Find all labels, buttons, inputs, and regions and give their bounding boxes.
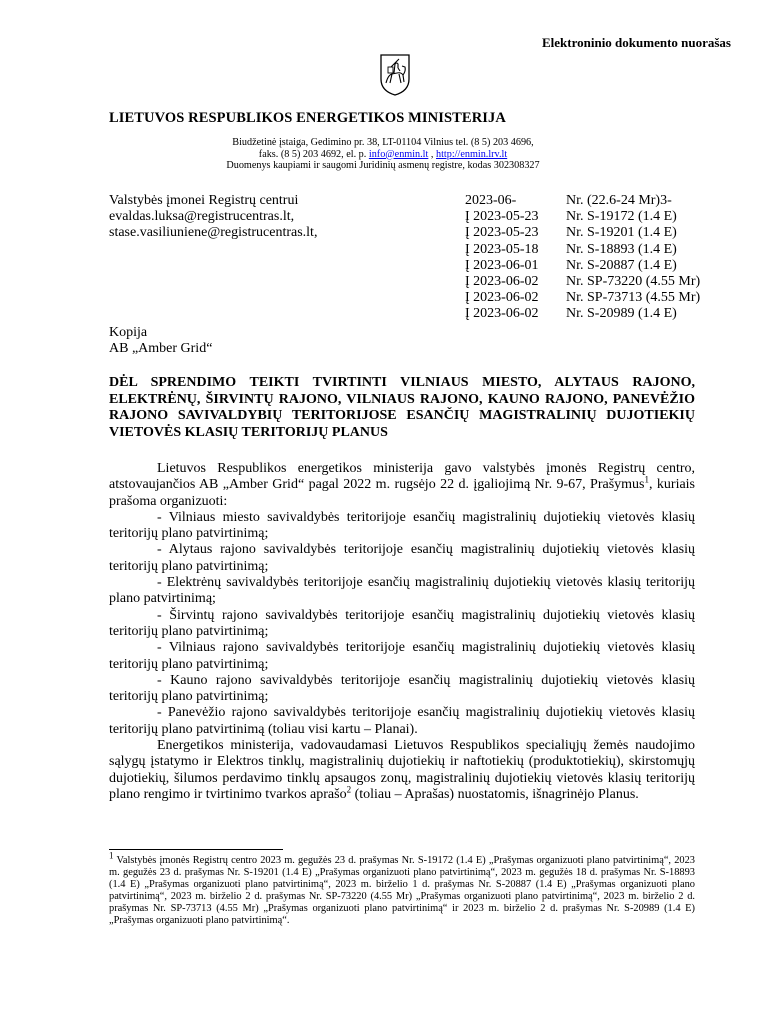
list-item: - Vilniaus rajono savivaldybės teritorijoje esančių magistralinių dujotiekių vietovės klasių teritorijų plano patvirtinimą;: [109, 640, 695, 672]
list-item: - Vilniaus miesto savivaldybės teritorijoje esančių magistralinių dujotiekių vietovės klasių teritorijų plano patvirtinimą;: [109, 509, 695, 542]
email-link[interactable]: info@enmin.lt: [368, 148, 429, 160]
ministry-name: LIETUVOS RESPUBLIKOS ENERGETIKOS MINISTERIJA: [109, 110, 506, 126]
lithuanian-coat-of-arms-icon: [379, 53, 411, 97]
copy-label: Kopija: [109, 325, 148, 340]
reference-row: Į 2023-06-02 Nr. SP-73220 (4.55 Mr): [465, 274, 701, 290]
website-link[interactable]: http://enmin.lrv.lt: [435, 148, 508, 160]
list-item: - Alytaus rajono savivaldybės teritorijoje esančių magistralinių dujotiekių vietovės klasių teritorijų plano patvirtinimą;: [109, 542, 695, 574]
recipient-email-2: stase.vasiliuniene@registrucentras.lt,: [109, 225, 318, 241]
address-line-2: faks. (8 5) 203 4692, el. p. info@enmin.lt , http://enmin.lrv.lt: [258, 148, 508, 160]
footnote-ref: 1: [644, 474, 649, 485]
footnote-divider: [109, 849, 283, 850]
reference-row: Į 2023-05-23 Nr. S-19172 (1.4 E): [465, 209, 677, 225]
footnote: [109, 850, 695, 928]
recipient-block: [109, 193, 317, 242]
reference-row: Į 2023-05-23 Nr. S-19201 (1.4 E): [465, 225, 677, 241]
address-line-1: Biudžetinė įstaiga, Gedimino pr. 38, LT-01104 Vilnius tel. (8 5) 203 4696,: [232, 137, 534, 148]
reference-row: Į 2023-06-02 Nr. SP-73713 (4.55 Mr): [465, 290, 701, 306]
list-item: - Panevėžio rajono savivaldybės teritorijoje esančių magistralinių dujotiekių vietovės klasių teritorijų plano patvirtinimą (toliau visi kartu – Planai).: [109, 705, 695, 737]
reference-row: Į 2023-06-02 Nr. S-20989 (1.4 E): [465, 306, 677, 322]
recipient-email-1: evaldas.luksa@registrucentras.lt,: [109, 209, 295, 225]
list-item: - Kauno rajono savivaldybės teritorijoje esančių magistralinių dujotiekių vietovės klasių teritorijų plano patvirtinimą;: [109, 672, 695, 705]
document-body: [109, 461, 695, 803]
intro-paragraph: Lietuvos Respublikos energetikos ministerija gavo valstybės įmonės Registrų centro, atstovaujančios AB „Amber Grid“ pagal 2022 m. rugsėjo 22 d. įgaliojimą Nr. 9-67, Prašymus$^1$, kuriais prašoma organizuoti:: [109, 461, 696, 509]
footnote-ref: 2: [346, 784, 352, 795]
address-line-3: Duomenys kaupiami ir saugomi Juridinių asmenų registre, kodas 302308327: [226, 160, 540, 171]
reference-row: 2023-06- Nr. (22.6-24 Mr)3-: [465, 193, 672, 208]
reference-row: Į 2023-06-01 Nr. S-20887 (1.4 E): [465, 257, 677, 273]
copy-block: [109, 325, 212, 357]
list-item: - Elektrėnų savivaldybės teritorijoje esančių magistralinių dujotiekių vietovės klasių teritorijų plano patvirtinimą;: [109, 575, 695, 607]
footnote-marker: 1: [109, 850, 114, 861]
reference-row: Į 2023-05-18 Nr. S-18893 (1.4 E): [465, 241, 677, 257]
address-block: [109, 137, 657, 172]
recipient-name: Valstybės įmonei Registrų centrui: [109, 193, 299, 208]
document-title: DĖL SPRENDIMO TEIKTI TVIRTINTI VILNIAUS MIESTO, ALYTAUS RAJONO, ELEKTRĖNŲ, ŠIRVINTŲ RAJONO, VILNIAUS RAJONO, KAUNO RAJONO, PANEVĖŽIO RAJONO SAVIVALDYBIŲ TERITORIJOSE ESANČIŲ MAGISTRALINIŲ DUJOTIEKIŲ VIETOVĖS KLASIŲ TERITORIJŲ PLANUS: [109, 375, 695, 440]
footnote-text: Valstybės įmonės Registrų centro 2023 m. gegužės 23 d. prašymas Nr. S-19172 (1.4 E) „Prašymas organizuoti plano patvirtinimą“, 2023 m. gegužės 23 d. prašymas Nr. S-19201 (1.4 E) „Prašymas organizuoti plano patvirtinimą“, 2023 m. gegužės 18 d. prašymas Nr. S-18893 (1.4 E) „Prašymas organizuoti plano patvirtinimą“, 2023 m. birželio 1 d. prašymas Nr. S-20887 (1.4 E) „Prašymas organizuoti plano patvirtinimą“, 2023 m. birželio 2 d. prašymas Nr. SP-73220 (4.55 Mr) „Prašymas organizuoti plano patvirtinimą“, 2023 m. birželio 2 d. prašymas Nr. SP-73713 (4.55 Mr) „Prašymas organizuoti plano patvirtinimą“ ir 2023 m. birželio 2 d. prašymas Nr. S-20989 (1.4 E) „Prašymas organizuoti plano patvirtinimą“.: [109, 855, 695, 927]
list-item: - Širvintų rajono savivaldybės teritorijoje esančių magistralinių dujotiekių vietovės klasių teritorijų plano patvirtinimą;: [109, 607, 695, 639]
copy-recipient: AB „Amber Grid“: [109, 341, 213, 357]
body-paragraph-2: Energetikos ministerija, vadovaudamasi Lietuvos Respublikos specialiųjų žemės naudojimo sąlygų įstatymo ir Elektros tinklų, magistralinių dujotiekių ir naftotiekių (produktotiekių), skirstomųjų dujotiekių, šilumos perdavimo tinklų apsaugos zonų, magistralinių dujotiekių vietovės klasių teritorijų plano rengimo ir tvirtinimo tvarkos aprašo$^2$ (toliau – Aprašas) nuostatomis, išnagrinėjo Planus.: [109, 738, 695, 802]
reference-numbers: [465, 193, 700, 323]
document-copy-label: Elektroninio dokumento nuorašas: [541, 35, 731, 50]
